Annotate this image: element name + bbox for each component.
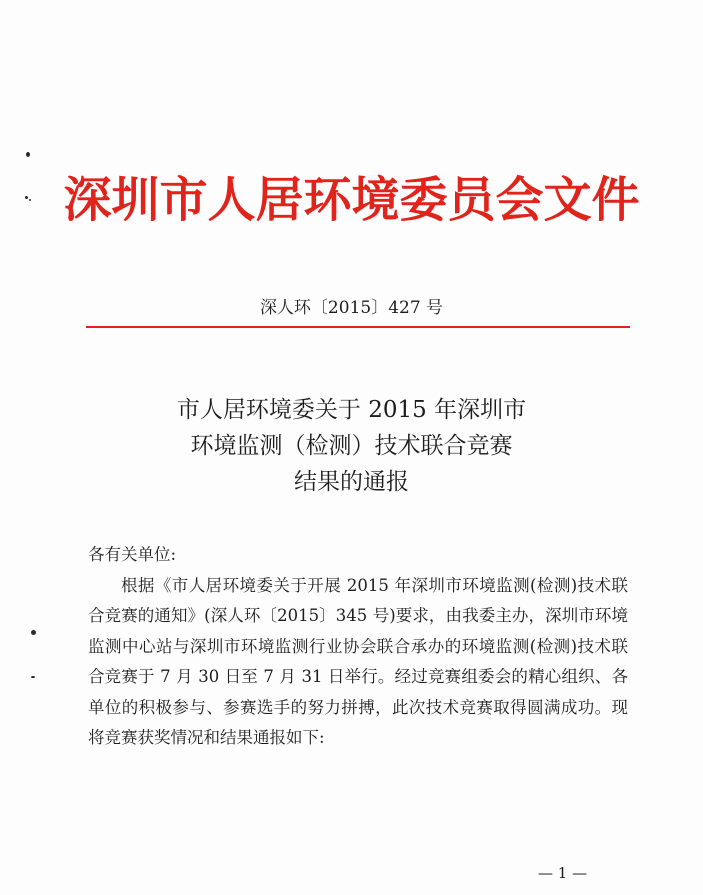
subject-line-3: 结果的通报 bbox=[294, 469, 409, 495]
document-header-title: 深圳市人居环境委员会文件 bbox=[63, 172, 640, 228]
red-divider-line bbox=[86, 326, 630, 328]
scan-speck bbox=[31, 630, 36, 635]
salutation: 各有关单位: bbox=[88, 545, 177, 564]
page-number: — 1 — bbox=[538, 864, 588, 882]
scan-speck bbox=[26, 152, 30, 157]
subject-line-1: 市人居环境委关于 2015 年深圳市 bbox=[176, 397, 527, 423]
document-number: 深人环〔2015〕427 号 bbox=[259, 298, 444, 318]
document-subject bbox=[0, 392, 703, 500]
document-body bbox=[88, 540, 628, 754]
scan-speck bbox=[31, 676, 35, 678]
subject-line-2: 环境监测（检测）技术联合竞赛 bbox=[190, 433, 513, 459]
body-paragraph: 根据《市人居环境委关于开展 2015 年深圳市环境监测(检测)技术联合竞赛的通知》(深人环〔2015〕345 号)要求，由我委主办，深圳市环境监测中心站与深圳市环境监测行业协会联合承办的环境监测(检测)技术联合竞赛于 7 月 30 日至 7 月 31 日举行。经过竞赛组委会的精心组织、各单位的积极参与、参赛选手的努力拼搏，此次技术竞赛取得圆满成功。现将竞赛获奖情况和结果通报如下: bbox=[88, 575, 628, 747]
